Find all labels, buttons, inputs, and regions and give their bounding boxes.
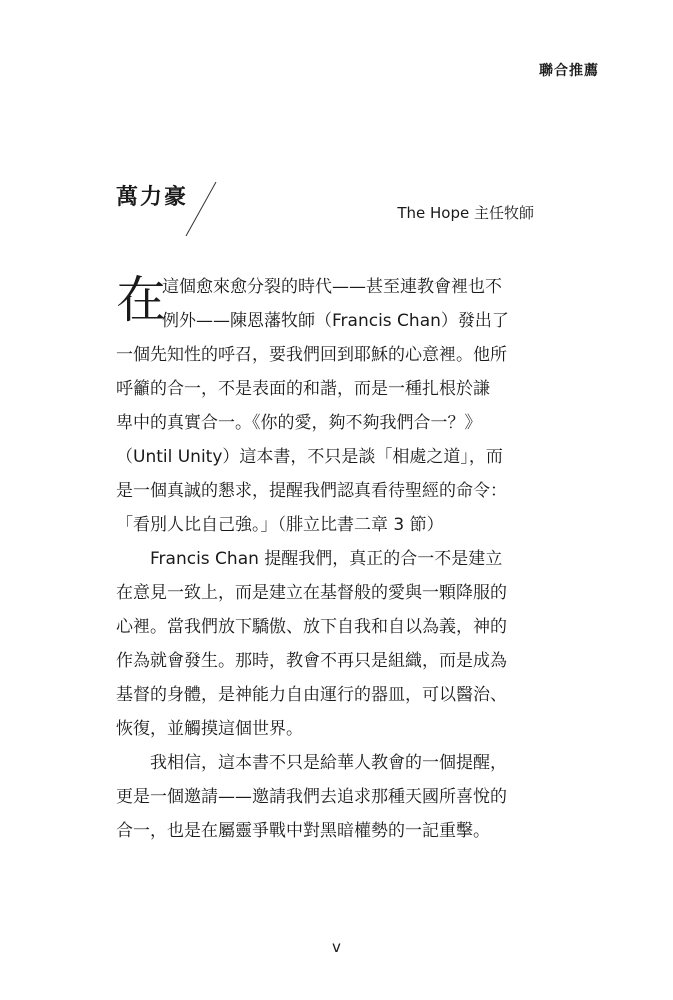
paragraph-3 xyxy=(116,746,529,848)
text-line: 卑中的真實合一。《你的愛，夠不夠我們合一？》 xyxy=(116,413,482,433)
divider-slash xyxy=(184,180,218,238)
text-line: Francis Chan 提醒我們，真正的合一不是建立 xyxy=(150,549,503,569)
text-line: 我相信，這本書不只是給華人教會的一個提醒， xyxy=(150,753,507,773)
text-line: （Until Unity）這本書，不只是談「相處之道」，而 xyxy=(116,447,503,467)
text-line: 作為就會發生。那時，教會不再只是組織，而是成為 xyxy=(116,651,507,671)
paragraph-2 xyxy=(116,542,529,746)
text-line: 呼籲的合一，不是表面的和諧，而是一種扎根於謙 xyxy=(116,379,490,399)
author-role: The Hope 主任牧師 xyxy=(397,204,534,222)
text-line: 恢復，並觸摸這個世界。 xyxy=(116,719,303,739)
text-line: 例外——陳恩藩牧師（Francis Chan）發出了 xyxy=(162,311,509,331)
text-line: 一個先知性的呼召，要我們回到耶穌的心意裡。他所 xyxy=(116,345,507,365)
text-line: 合一，也是在屬靈爭戰中對黑暗權勢的一記重擊。 xyxy=(116,821,490,841)
text-line: 基督的身體，是神能力自由運行的器皿，可以醫治、 xyxy=(116,685,507,705)
drop-cap: 在 xyxy=(116,271,166,329)
text-line: 是一個真誠的懇求，提醒我們認真看待聖經的命令： xyxy=(116,481,507,501)
text-line: 在意見一致上，而是建立在基督般的愛與一顆降服的 xyxy=(116,583,507,603)
text-line: 心裡。當我們放下驕傲、放下自我和自以為義，神的 xyxy=(116,617,507,637)
author-name: 萬力豪 xyxy=(116,184,189,210)
drop-cap-block xyxy=(116,270,529,406)
section-header: 聯合推薦 xyxy=(539,63,599,79)
paragraph-1 xyxy=(116,270,529,542)
text-line: 這個愈來愈分裂的時代——甚至連教會裡也不 xyxy=(162,277,502,297)
article-body xyxy=(116,270,529,848)
page-number: v xyxy=(332,938,341,956)
text-line: 更是一個邀請——邀請我們去追求那種天國所喜悅的 xyxy=(116,787,507,807)
text-line: 「看別人比自己強。」（腓立比書二章 3 節） xyxy=(116,515,444,535)
